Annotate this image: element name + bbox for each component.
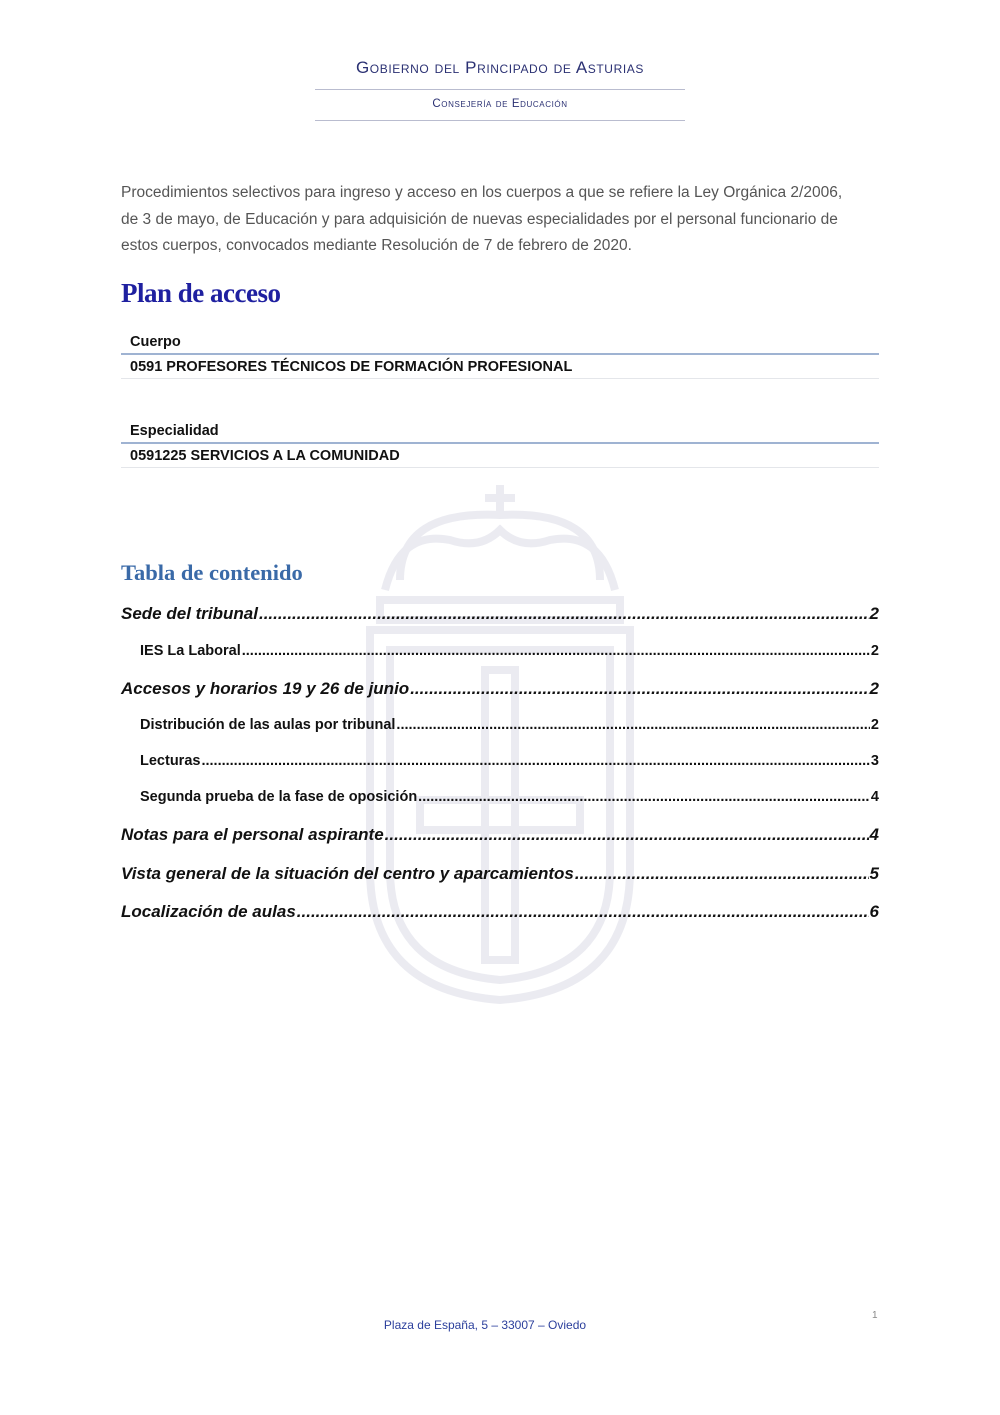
footer-address: Plaza de España, 5 – 33007 – Oviedo [383,1318,587,1332]
toc-entry-text: Notas para el personal aspirante [121,825,384,844]
toc-entry-page: 4 [869,825,879,844]
toc-entry-page: 5 [869,864,879,883]
toc-entry-text: Sede del tribunal [121,604,258,623]
toc-entry-text: Lecturas [140,753,201,769]
toc-entry[interactable] [121,643,879,659]
toc-entry[interactable] [121,902,879,922]
toc-entry-page: 6 [869,902,879,921]
toc-entry-text: Distribución de las aulas por tribunal [140,717,396,733]
especialidad-value: 0591225 SERVICIOS A LA COMUNIDAD [130,448,400,464]
page-title: Plan de acceso [121,278,281,308]
page-number: 1 [872,1310,878,1321]
cuerpo-value: 0591 PROFESORES TÉCNICOS DE FORMACIÓN PROFESIONAL [130,359,573,375]
cuerpo-field [121,331,879,379]
coat-of-arms-watermark-icon [360,470,640,1010]
toc-entry[interactable] [121,717,879,733]
header-divider [315,120,685,121]
field-rule [121,378,879,379]
footer-address-container [0,1318,1000,1332]
toc-entry-text: IES La Laboral [140,643,241,659]
cuerpo-label: Cuerpo [130,334,181,350]
especialidad-field [121,420,879,468]
toc-entry-page: 3 [870,753,879,769]
toc-entry[interactable] [121,789,879,805]
toc-entry-text: Localización de aulas [121,902,296,921]
toc-entry[interactable] [121,753,879,769]
toc-entry-text: Vista general de la situación del centro y aparcamientos [121,864,574,883]
toc-entry[interactable] [121,825,879,845]
intro-paragraph: Procedimientos selectivos para ingreso y acceso en los cuerpos a que se refiere la Ley Orgánica 2/2006, de 3 de mayo, de Educación y para adquisición de nuevas especialidades por el personal funcionario de estos cuerpos, convocados mediante Resolución de 7 de febrero de 2020. [121,184,843,254]
header-subtitle: Consejería de Educación [432,98,568,110]
especialidad-label: Especialidad [130,423,219,439]
toc-entry-page: 4 [870,789,879,805]
toc-title: Tabla de contenido [121,560,303,585]
field-rule [121,467,879,468]
header-title: Gobierno del Principado de Asturias [355,58,644,77]
toc-entry-page: 2 [870,717,879,733]
toc-entry[interactable] [121,864,879,884]
toc-entry-page: 2 [869,604,879,623]
toc-entry-text: Segunda prueba de la fase de oposición [140,789,418,805]
toc-entry[interactable] [121,679,879,699]
toc-entry-text: Accesos y horarios 19 y 26 de junio [121,679,410,698]
toc-entry[interactable] [121,604,879,624]
toc-entry-page: 2 [870,643,879,659]
toc-entry-page: 2 [869,679,879,698]
header-divider [315,89,685,90]
